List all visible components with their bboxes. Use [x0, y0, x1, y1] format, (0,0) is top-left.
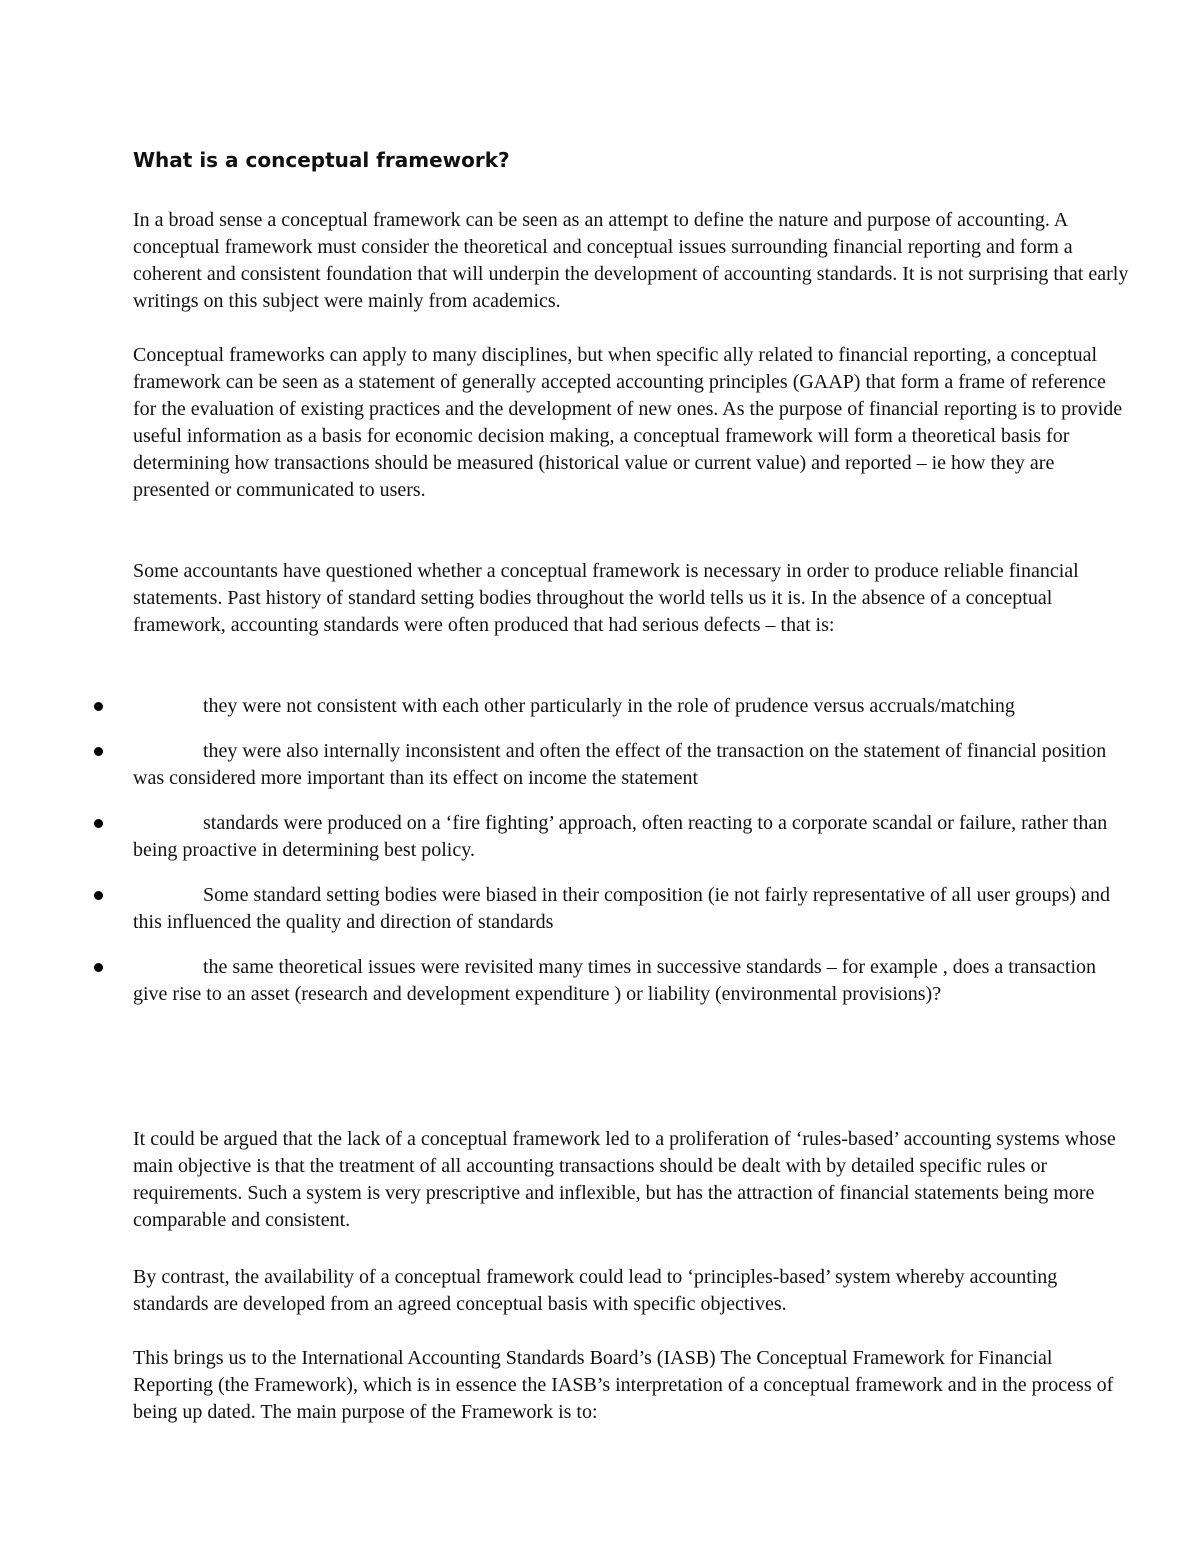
list-item [0, 954, 1133, 1008]
list-item [0, 882, 1133, 936]
list-item-text: the same theoretical issues were revisited many times in successive standards – for example , does a transaction give rise to an asset (research and development expenditure ) or liability (environmental provisions)? [133, 956, 1097, 1005]
bullet-icon [94, 702, 103, 711]
list-item-text: Some standard setting bodies were biased in their composition (ie not fairly representative of all user groups) and this influenced the quality and direction of standards [133, 884, 1110, 933]
bullet-icon [94, 891, 103, 900]
paragraph-principles-based: By contrast, the availability of a conceptual framework could lead to ‘principles-based’ system whereby accounting standards are developed from an agreed conceptual basis with specific objectives. [133, 1266, 1058, 1315]
bullet-icon [94, 963, 103, 972]
list-item-text: standards were produced on a ‘fire fighting’ approach, often reacting to a corporate scandal or failure, rather than being proactive in determining best policy. [133, 812, 1108, 861]
list-item [0, 738, 1133, 792]
defects-list [0, 693, 1200, 1026]
page-title: What is a conceptual framework? [133, 148, 510, 172]
bullet-icon [94, 819, 103, 828]
paragraph-rules-based: It could be argued that the lack of a conceptual framework led to a proliferation of ‘rules-based’ accounting systems whose main objective is that the treatment of all accounting transactions should be dealt with by detailed specific rules or requirements. Such a system is very prescriptive and inflexible, but has the attraction of financial statements being more comparable and consistent. [133, 1128, 1116, 1231]
list-item-text: they were not consistent with each other particularly in the role of prudence versus accruals/matching [203, 695, 1015, 717]
paragraph-necessity: Some accountants have questioned whether a conceptual framework is necessary in order to produce reliable financial statements. Past history of standard setting bodies throughout the world tells us it is. In the absence of a conceptual framework, accounting standards were often produced that had serious defects – that is: [133, 560, 1079, 636]
list-item [0, 693, 1133, 720]
paragraph-gaap: Conceptual frameworks can apply to many disciplines, but when specific ally related to financial reporting, a conceptual framework can be seen as a statement of generally accepted accounting principles (GAAP) that form a frame of reference for the evaluation of existing practices and the development of new ones. As the purpose of financial reporting is to provide useful information as a basis for economic decision making, a conceptual framework will form a theoretical basis for determining how transactions should be measured (historical value or current value) and reported – ie how they are presented or communicated to users. [133, 344, 1123, 501]
paragraph-definition: In a broad sense a conceptual framework can be seen as an attempt to define the nature and purpose of accounting. A conceptual framework must consider the theoretical and conceptual issues surrounding financial reporting and form a coherent and consistent foundation that will underpin the development of accounting standards. It is not surprising that early writings on this subject were mainly from academics. [133, 209, 1129, 312]
list-item-text: they were also internally inconsistent and often the effect of the transaction on the statement of financial position was considered more important than its effect on income the statement [133, 740, 1107, 789]
list-item [0, 810, 1133, 864]
paragraph-iasb-framework: This brings us to the International Accounting Standards Board’s (IASB) The Conceptual Framework for Financial Reporting (the Framework), which is in essence the IASB’s interpretation of a conceptual framework and in the process of being up dated. The main purpose of the Framework is to: [133, 1347, 1114, 1423]
bullet-icon [94, 747, 103, 756]
